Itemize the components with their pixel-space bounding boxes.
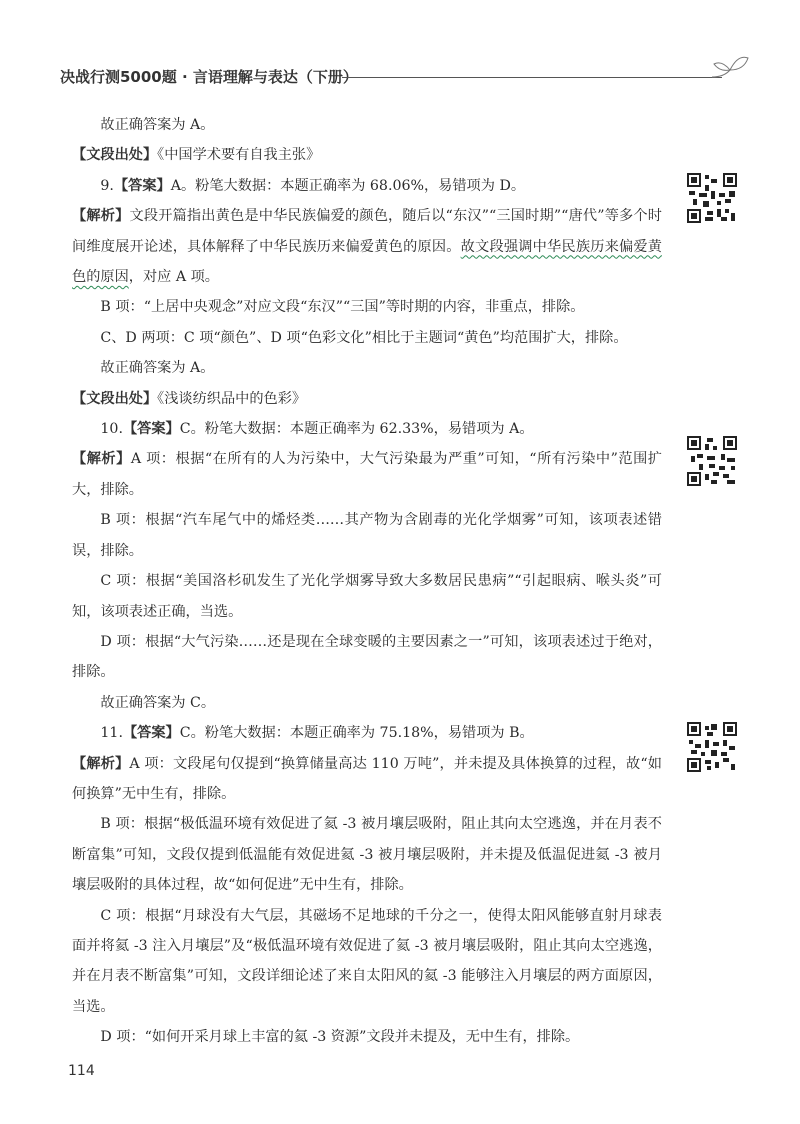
paragraph: B 项：根据“汽车尾气中的烯烃类……其产物为含剧毒的光化学烟雾”可知，该项表述错误，排除。 — [72, 512, 662, 559]
analysis-paragraph — [72, 201, 662, 292]
paragraph: 故正确答案为 A。 — [100, 360, 215, 377]
source-title: 《浅谈纺织品中的色彩》 — [157, 390, 307, 407]
qr-code-icon[interactable] — [687, 722, 737, 772]
qr-code-icon[interactable] — [687, 436, 737, 486]
qr-code-icon[interactable] — [687, 173, 737, 223]
answer-label: 【答案】 — [122, 725, 180, 742]
running-header — [60, 62, 750, 92]
answer-line — [72, 718, 662, 748]
answer-line — [72, 171, 662, 201]
paragraph: C、D 两项：C 项“颜色”、D 项“色彩文化”相比于主题词“黄色”均范围扩大，排除。 — [100, 329, 628, 346]
paragraph: D 项：“如何开采月球上丰富的氦 -3 资源”文段并未提及，无中生有，排除。 — [100, 1029, 580, 1046]
source-label: 【文段出处】 — [72, 147, 158, 164]
analysis-text: A 项：文段尾句仅提到“换算储量高达 110 万吨”，并未提及具体换算的过程，故“如何换算”无中生有，排除。 — [72, 755, 662, 802]
paragraph: B 项：“上居中央观念”对应文段“东汉”“三国”等时期的内容，非重点，排除。 — [100, 299, 585, 316]
analysis-label: 【解析】 — [72, 451, 131, 468]
answer-text: C。粉笔大数据：本题正确率为 62.33%，易错项为 A。 — [179, 421, 534, 438]
analysis-text: ，对应 A 项。 — [128, 269, 219, 286]
analysis-paragraph — [72, 444, 662, 505]
analysis-text: A 项：根据“在所有的人为污染中，大气污染最为严重”可知，“所有污染中”范围扩大，排除。 — [72, 451, 662, 498]
header-rule — [342, 77, 722, 78]
analysis-text: 文段开篇指出黄色是中华民族偏爱的颜色，随后以“东汉”“三国时期”“唐代”等多个时间维度展开论述，具体解释了中华民族历来偏爱黄色的原因。 — [72, 208, 662, 255]
source-title: 《中国学术要有自我主张》 — [157, 147, 321, 164]
answer-text: A。粉笔大数据：本题正确率为 68.06%，易错项为 D。 — [170, 177, 526, 194]
question-number: 10. — [100, 421, 123, 438]
question-number: 11. — [100, 725, 123, 742]
paragraph: C 项：根据“月球没有大气层，其磁场不足地球的千分之一，使得太阳风能够直射月球表面并将氦 -3 注入月壤层”及“极低温环境有效促进了氦 -3 被月壤层吸附，阻止其向太空逃逸，并在月表不断富集”可知，文段详细论述了来自太阳风的氦 -3 能够注入月壤层的两方面原因，当选。 — [72, 907, 662, 1015]
question-number: 9. — [100, 177, 114, 194]
paragraph: C 项：根据“美国洛杉矶发生了光化学烟雾导致大多数居民患病”“引起眼病、喉头炎”可知，该项表述正确，当选。 — [72, 573, 662, 620]
sprout-icon — [710, 50, 750, 84]
source-line — [72, 384, 662, 414]
paragraph: B 项：根据“极低温环境有效促进了氦 -3 被月壤层吸附，阻止其向太空逃逸，并在月表不断富集”可知，文段仅提到低温能有效促进氦 -3 被月壤层吸附，并未提及低温促进氦 -3 被月壤层吸附的具体过程，故“如何促进”无中生有，排除。 — [72, 816, 662, 894]
answer-label: 【答案】 — [113, 177, 171, 194]
page-body — [72, 110, 662, 1053]
answer-label: 【答案】 — [122, 421, 180, 438]
underlined-conclusion: 故文段强调中华民族历来偏爱黄色的原因 — [72, 238, 662, 286]
paragraph: 故正确答案为 C。 — [100, 694, 216, 711]
paragraph: D 项：根据“大气污染……还是现在全球变暖的主要因素之一”可知，该项表述过于绝对，排除。 — [72, 633, 662, 681]
answer-line — [72, 414, 662, 444]
analysis-label: 【解析】 — [72, 208, 130, 225]
source-line — [72, 140, 662, 170]
answer-text: C。粉笔大数据：本题正确率为 75.18%，易错项为 B。 — [179, 725, 534, 742]
book-title: 决战行测5000题 · 言语理解与表达（下册） — [60, 68, 358, 86]
analysis-label: 【解析】 — [72, 755, 130, 772]
paragraph: 故正确答案为 A。 — [100, 117, 215, 133]
page-number: 114 — [68, 1063, 95, 1079]
analysis-paragraph — [72, 749, 662, 810]
source-label: 【文段出处】 — [72, 390, 158, 407]
